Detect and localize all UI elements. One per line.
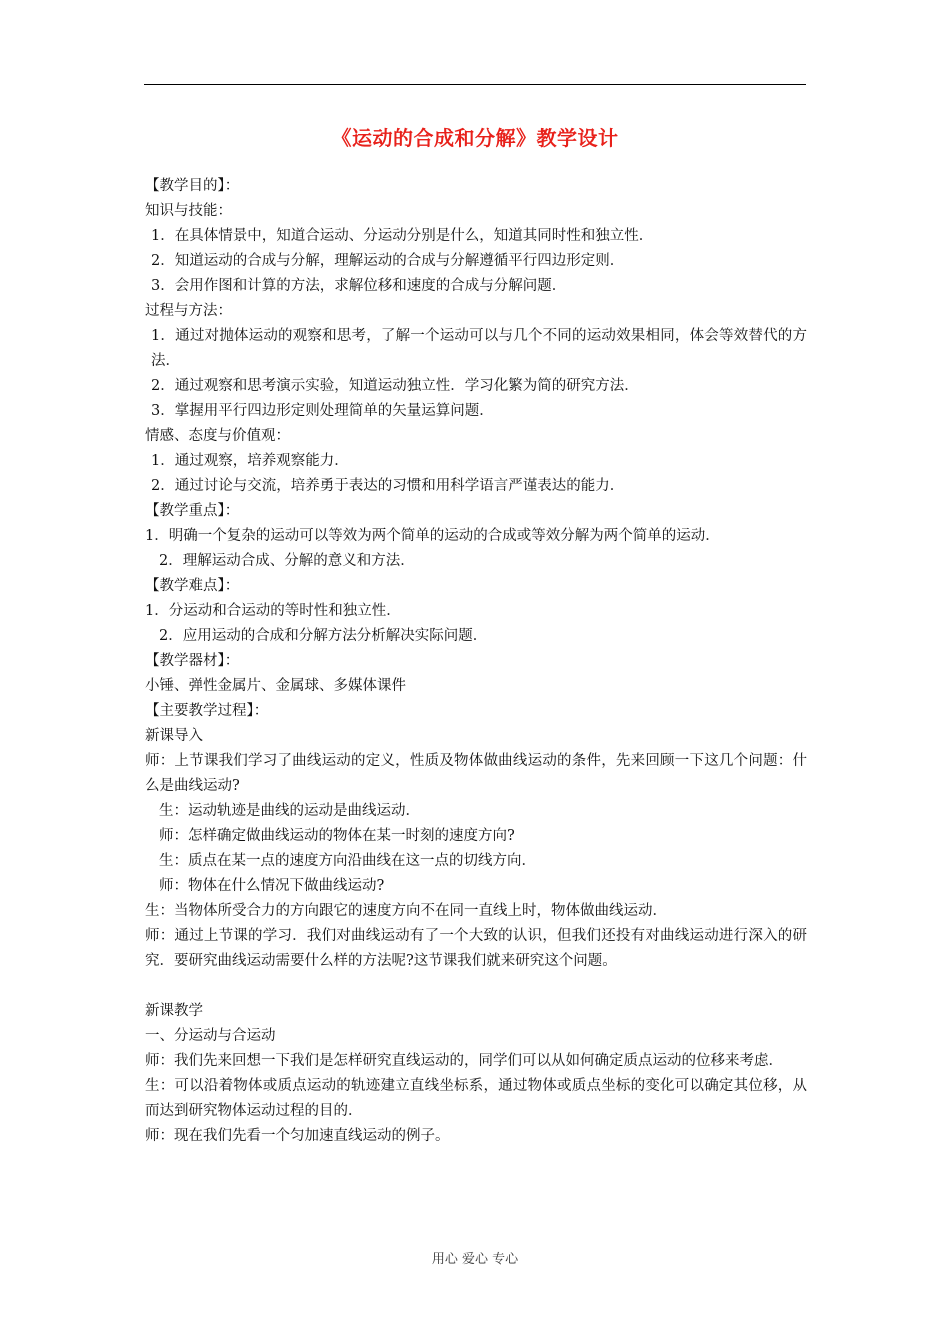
body-line: 1．通过对抛体运动的观察和思考，了解一个运动可以与几个不同的运动效果相同，体会等效替代的方法． [151,328,807,369]
body-line: 【主要教学过程】： [145,703,269,719]
body-line [145,974,807,999]
body-line: 新课教学 [145,1003,203,1019]
body-line: 师：怎样确定做曲线运动的物体在某一时刻的速度方向? [159,828,515,844]
body-line: 新课导入 [145,728,203,744]
body-line: 师：我们先来回想一下我们是怎样研究直线运动的，同学们可以从如何确定质点运动的位移来考虑． [145,1053,783,1069]
body-line: 【教学目的】： [145,178,240,194]
body-line: 2．通过讨论与交流，培养勇于表达的习惯和用科学语言严谨表达的能力． [151,478,625,494]
body-line: 生：可以沿着物体或质点运动的轨迹建立直线坐标系，通过物体或质点坐标的变化可以确定其位移，从而达到研究物体运动过程的目的． [145,1078,807,1119]
body-line: 生：当物体所受合力的方向跟它的速度方向不在同一直线上时，物体做曲线运动． [145,903,667,919]
body-line: 2．知道运动的合成与分解，理解运动的合成与分解遵循平行四边形定则． [151,253,625,269]
document-body [145,174,807,1149]
body-line: 过程与方法： [145,303,232,319]
page-footer: 用心 爱心 专心 [431,1252,519,1267]
body-line: 师：现在我们先看一个匀加速直线运动的例子。 [145,1128,450,1144]
body-line: 师：物体在什么情况下做曲线运动? [159,878,385,894]
body-line: 情感、态度与价值观： [145,428,290,444]
body-line: 2．通过观察和思考演示实验，知道运动独立性．学习化繁为简的研究方法． [151,378,639,394]
body-line: 知识与技能： [145,203,232,219]
body-line: 【教学难点】： [145,578,240,594]
body-line: 2．应用运动的合成和分解方法分析解决实际问题． [159,628,488,644]
body-line: 3．会用作图和计算的方法，求解位移和速度的合成与分解问题． [151,278,567,294]
body-line: 【教学器材】： [145,653,240,669]
body-line: 1．通过观察，培养观察能力． [151,453,349,469]
body-line: 小锤、弹性金属片、金属球、多媒体课件 [145,678,406,694]
body-line: 1．分运动和合运动的等时性和独立性． [145,603,401,619]
document-title: 《运动的合成和分解》教学设计 [331,126,619,150]
body-line: 师：上节课我们学习了曲线运动的定义，性质及物体做曲线运动的条件，先来回顾一下这几个问题：什么是曲线运动? [145,753,807,794]
body-line: 1．明确一个复杂的运动可以等效为两个简单的运动的合成或等效分解为两个简单的运动． [145,528,720,544]
header-rule [144,84,806,85]
body-line: 【教学重点】： [145,503,240,519]
body-line: 一、分运动与合运动 [145,1028,276,1044]
body-line: 2．理解运动合成、分解的意义和方法． [159,553,415,569]
body-line: 师：通过上节课的学习．我们对曲线运动有了一个大致的认识，但我们还投有对曲线运动进行深入的研究．要研究曲线运动需要什么样的方法呢?这节课我们就来研究这个问题。 [145,928,807,969]
body-line: 生：运动轨迹是曲线的运动是曲线运动． [159,803,420,819]
body-line: 3．掌握用平行四边形定则处理简单的矢量运算问题． [151,403,494,419]
body-line: 1．在具体情景中，知道合运动、分运动分别是什么，知道其同时性和独立性． [151,228,654,244]
body-line: 生：质点在某一点的速度方向沿曲线在这一点的切线方向． [159,853,536,869]
